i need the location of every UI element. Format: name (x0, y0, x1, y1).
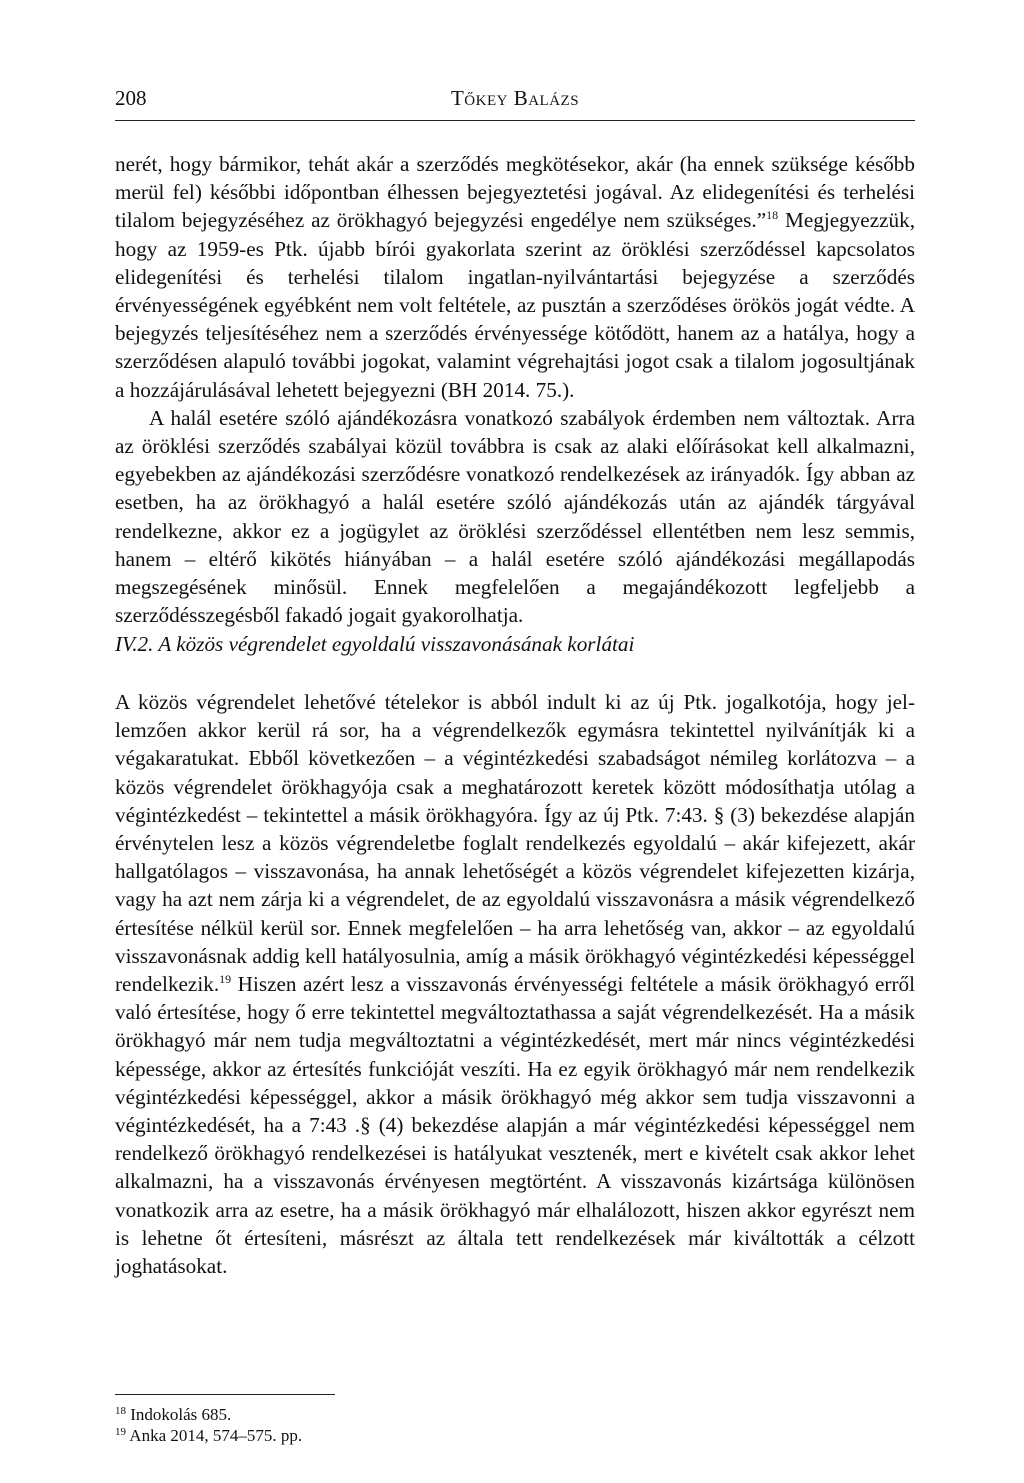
page-number: 208 (115, 86, 147, 110)
body-text-section (115, 688, 915, 1280)
footnote-text: Indokolás 685. (126, 1405, 232, 1424)
body-text-top (115, 150, 915, 629)
footnotes (115, 1404, 915, 1446)
footnote-rule (115, 1394, 335, 1395)
paragraph-2: A halál esetére szóló ajándékozásra vonatkozó szabályok érdemben nem változtak. Arra az öröklési szerződés szabályai közül továbbra is csak az alaki előírásokat kell alkalmazni, egyebekben az ajándékozási szerződésre vonatkozó rendelkezések az irányadók. Így abban az esetben, ha az örökhagyó a halál esetére szóló ajándékozás után az ajándék tárgyával rendelkezne, akkor ez a jogügylet az öröklési szerződéssel ellentétben nem lesz semmis, hanem – eltérő kikötés hiányában – a halál esetére szóló ajándékozási megállapodás megszegésének minősül. Ennek megfelelően a megajándékozott legfeljebb a szerződésszegésből fakadó jogait gyakorolhatja. (115, 405, 915, 628)
section-heading: IV.2. A közös végrendelet egyoldalú visszavonásának korlátai (115, 632, 635, 656)
footnote-18 (115, 1404, 915, 1425)
footnote-number: 19 (115, 1426, 126, 1438)
footnote-number: 18 (115, 1405, 126, 1417)
page-header (115, 86, 915, 116)
footnote-text: Anka 2014, 574–575. pp. (126, 1426, 303, 1445)
paragraph-1 (115, 150, 915, 404)
paragraph-1-part-a: nerét, hogy bármikor, tehát akár a szerződés megkötésekor, akár (ha ennek szüksége később merül fel) későbbi időpontban élhessen bejegyeztetési jogával. Az elidegenítési és terhelési tilalom bejegyzéséhez az örökhagyó bejegyzési engedélye nem szükséges.” (115, 152, 915, 233)
header-rule (115, 120, 915, 121)
footnote-19 (115, 1425, 915, 1446)
footnote-ref-18[interactable]: 18 (766, 208, 779, 223)
paragraph-3-part-a: A közös végrendelet lehetővé tételekor is abból indult ki az új Ptk. jogalkotója, hogy jellemzően akkor kerül rá sor, ha a végrendelkezők egymásra tekintettel nyilvánítják ki a végakaratukat. Ebből következően – a végintézkedési szabadságot némileg korlátozva – a közös végrendelet örökhagyója csak a meghatározott keretek között módosíthatja utólag a végintézkedést – tekintettel a másik örökhagyóra. Így az új Ptk. 7:43. § (3) bekezdése alapján érvénytelen lesz a közös végrendeletbe foglalt rendelkezés egyoldalú – akár kifejezett, akár hallgatólagos – visszavonása, ha annak lehetőségét a közös végrendelet kifejezetten kizárja, vagy ha azt nem zárja ki a végrendelet, de az egyoldalú visszavonásra a másik végrendelkező értesítése nélkül kerül sor. Ennek megfelelően – ha arra lehetőség van, akkor – az egyoldalú visszavonásnak addig kell hatályosulnia, amíg a másik örökhagyó végintézkedési képességgel rendelkezik. (115, 690, 915, 997)
running-title: Tőkey Balázs (450, 86, 580, 110)
paragraph-1-part-b: Megjegyezzük, hogy az 1959-es Ptk. újabb bírói gyakorlata szerint az öröklési szerződéssel kapcsolatos elidegenítési és terhelési tilalom ingatlan-nyilvántartási bejegyzése a szerződés érvényességének egyébként nem volt feltétele, az pusztán a szerződéses örökös jogát védte. A bejegyzés teljesítéséhez nem a szerződés érvényessége kötődött, hanem az a hatálya, hogy a szerződésen alapuló további jogokat, valamint végrehajtási jogot csak a tilalom jogosultjának a hozzájárulásával lehetett bejegyezni (BH 2014. 75.). (115, 208, 915, 402)
paragraph-3 (115, 688, 915, 1280)
paragraph-3-part-b: Hiszen azért lesz a visszavonás érvényességi feltétele a másik örökhagyó erről való értesítése, hogy ő erre tekintettel megváltoztathassa a saját végrendelkezését. Ha a másik örökhagyó már nem tudja megváltoztatni a végintézkedését, mert már nincs végintézkedési képessége, akkor az értesítés funkcióját veszíti. Ha ez egyik örökhagyó már nem rendelkezik végintézkedési képességgel, akkor a másik örökhagyó még akkor sem tudja visszavonni a végintézkedését, ha a 7:43 .§ (4) bekezdése alapján a már végintézkedési képességgel nem rendelkező örökhagyó rendelkezései is hatályukat vesztenék, mert e kivételt csak akkor lehet alkalmazni, ha a visszavonás érvényesen megtörtént. A visszavonás kizártsága különösen vonatkozik arra az esetre, ha a másik örökhagyó már elhalálozott, hiszen akkor egyrészt nem is lehetne őt értesíteni, másrészt az általa tett rendelkezések már kiváltották a célzott joghatásokat. (115, 972, 915, 1279)
footnote-ref-19[interactable]: 19 (219, 972, 232, 987)
